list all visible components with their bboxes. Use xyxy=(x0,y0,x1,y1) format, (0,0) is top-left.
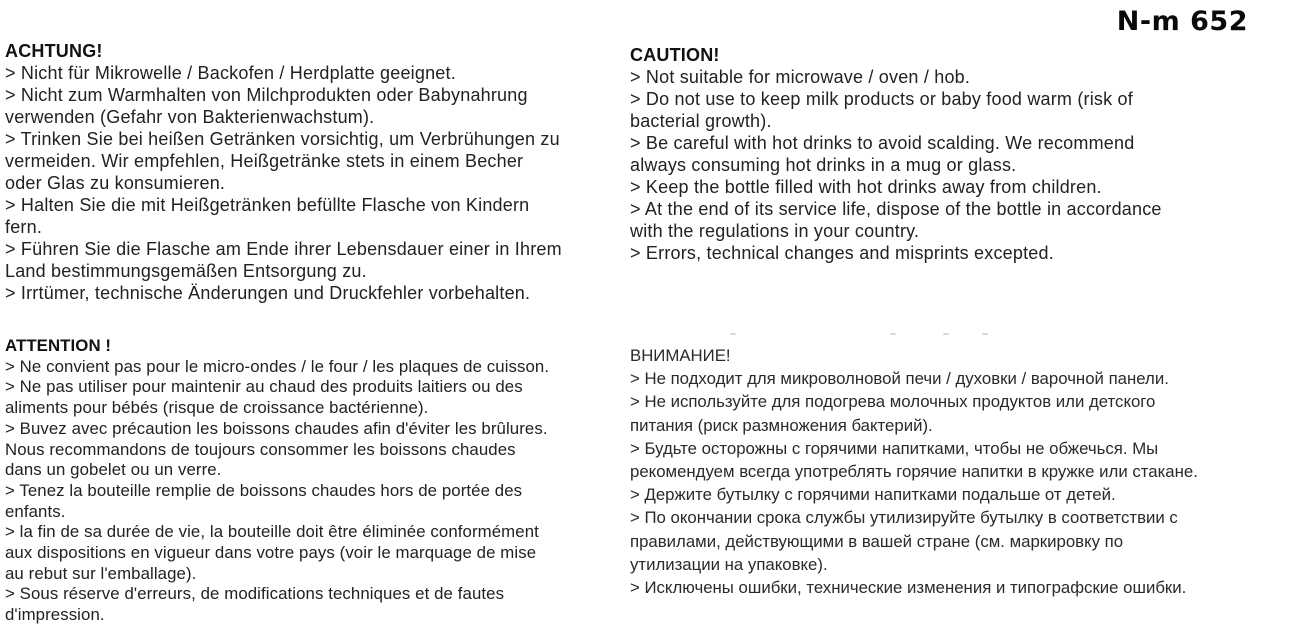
text-line: > Not suitable for microwave / oven / hob. xyxy=(630,67,971,87)
section-russian-vnimanie xyxy=(630,344,1298,599)
section-english-caution xyxy=(630,44,1292,264)
text-line: > Будьте осторожны с горячими напитками, чтобы не обжечься. Мы xyxy=(630,438,1159,458)
text-line: with the regulations in your country. xyxy=(630,221,920,241)
section-german-heading: ACHTUNG! xyxy=(5,41,103,61)
text-line: aux dispositions en vigueur dans votre pays (voir le marquage de mise xyxy=(5,543,537,563)
text-line: > По окончании срока службы утилизируйте бутылку в соответствии с xyxy=(630,508,1178,528)
text-line: > Be careful with hot drinks to avoid scalding. We recommend xyxy=(630,133,1135,153)
text-line: dans un gobelet ou un verre. xyxy=(5,460,222,480)
text-line: > Buvez avec précaution les boissons chaudes afin d'éviter les brûlures. xyxy=(5,418,548,438)
section-russian-lines xyxy=(630,367,1298,599)
section-english-lines xyxy=(630,66,1292,264)
text-line: > Ne pas utiliser pour maintenir au chaud des produits laitiers ou des xyxy=(5,377,523,397)
text-line: bacterial growth). xyxy=(630,111,772,131)
document-code: N-m 652 xyxy=(1116,6,1248,37)
text-line: always consuming hot drinks in a mug or glass. xyxy=(630,155,1017,175)
text-line: verwenden (Gefahr von Bakterienwachstum). xyxy=(5,107,375,127)
section-german-lines xyxy=(5,62,627,304)
text-line: > Не подходит для микроволновой печи / духовки / варочной панели. xyxy=(630,369,1169,389)
text-line: fern. xyxy=(5,217,43,237)
text-line: > Исключены ошибки, технические изменения и типографские ошибки. xyxy=(630,578,1187,598)
text-line: > Sous réserve d'erreurs, de modifications techniques et de fautes xyxy=(5,584,505,604)
text-line: oder Glas zu konsumieren. xyxy=(5,173,226,193)
text-line: > Не используйте для подогрева молочных продуктов или детского xyxy=(630,392,1156,412)
section-french-attention xyxy=(5,336,631,626)
text-line: Land bestimmungsgemäßen Entsorgung zu. xyxy=(5,261,367,281)
text-line: > Errors, technical changes and misprints excepted. xyxy=(630,243,1054,263)
section-russian-heading: ВНИМАНИЕ! xyxy=(630,346,731,365)
text-line: d'impression. xyxy=(5,605,105,625)
text-line: питания (риск размножения бактерий). xyxy=(630,415,933,435)
section-french-lines xyxy=(5,357,631,626)
text-line: > Trinken Sie bei heißen Getränken vorsichtig, um Verbrühungen zu xyxy=(5,129,560,149)
text-line: > Tenez la bouteille remplie de boissons chaudes hors de portée des xyxy=(5,480,523,500)
text-line: > la fin de sa durée de vie, la bouteille doit être éliminée conformément xyxy=(5,522,539,542)
section-french-heading: ATTENTION ! xyxy=(5,336,112,355)
text-line: > Nicht für Mikrowelle / Backofen / Herdplatte geeignet. xyxy=(5,63,456,83)
text-line: > Keep the bottle filled with hot drinks away from children. xyxy=(630,177,1102,197)
text-line: > Держите бутылку с горячими напитками подальше от детей. xyxy=(630,485,1116,505)
text-line: aliments pour bébés (risque de croissance bactérienne). xyxy=(5,398,429,418)
erased-text-artifact xyxy=(730,333,1000,336)
text-line: утилизации на упаковке). xyxy=(630,554,828,574)
text-line: > Halten Sie die mit Heißgetränken befüllte Flasche von Kindern xyxy=(5,195,530,215)
text-line: > Do not use to keep milk products or baby food warm (risk of xyxy=(630,89,1133,109)
text-line: правилами, действующими в вашей стране (см. маркировку по xyxy=(630,531,1124,551)
text-line: > Ne convient pas pour le micro-ondes / le four / les plaques de cuisson. xyxy=(5,356,550,376)
text-line: > Irrtümer, technische Änderungen und Druckfehler vorbehalten. xyxy=(5,283,531,303)
text-line: enfants. xyxy=(5,501,66,521)
text-line: > Führen Sie die Flasche am Ende ihrer Lebensdauer einer in Ihrem xyxy=(5,239,562,259)
text-line: > Nicht zum Warmhalten von Milchprodukten oder Babynahrung xyxy=(5,85,528,105)
section-german-achtung xyxy=(5,40,627,304)
text-line: au rebut sur l'emballage). xyxy=(5,563,197,583)
text-line: vermeiden. Wir empfehlen, Heißgetränke stets in einem Becher xyxy=(5,151,524,171)
text-line: рекомендуем всегда употреблять горячие напитки в кружке или стакане. xyxy=(630,462,1198,482)
section-english-heading: CAUTION! xyxy=(630,45,720,65)
text-line: Nous recommandons de toujours consommer les boissons chaudes xyxy=(5,439,516,459)
text-line: > At the end of its service life, dispose of the bottle in accordance xyxy=(630,199,1162,219)
